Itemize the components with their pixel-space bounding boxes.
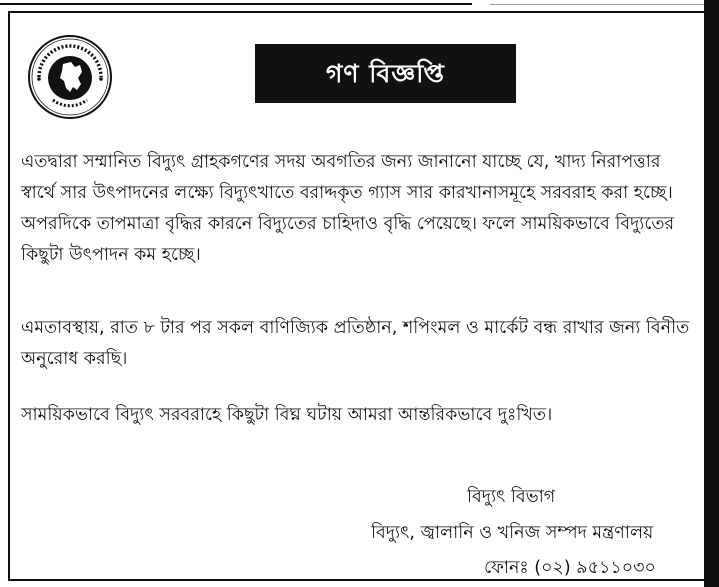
top-rule xyxy=(0,3,472,5)
signature-department: বিদ্যুৎ বিভাগ xyxy=(467,487,556,507)
signature-phone: ফোনঃ (০২) ৯৫১১০৩০ xyxy=(484,558,656,578)
frame-edge xyxy=(704,0,719,587)
notice-paragraph-2: এমতাবস্থায়, রাত ৮ টার পর সকল বাণিজ্যিক প্রতিষ্ঠান, শপিংমল ও মার্কেট বন্ধ রাখার জন্য বিনীত অনুরোধ করছি। xyxy=(21,318,690,369)
notice-title: গণ বিজ্ঞপ্তি xyxy=(255,44,516,103)
top-rule-right xyxy=(490,4,719,5)
notice-paragraph-1: এতদ্বারা সম্মানিত বিদ্যুৎ গ্রাহকগণের সদয় অবগতির জন্য জানানো যাচ্ছে যে, খাদ্য নিরাপত্তার স্বার্থে সার উৎপাদনের লক্ষ্যে বিদ্যুৎখাতে বরাদ্দকৃত গ্যাস সার কারখানাসমূহে সরবরাহ করা হচ্ছে। অপরদিকে তাপমাত্রা বৃদ্ধির কারনে বিদ্যুতের চাহিদাও বৃদ্ধি পেয়েছে। ফলে সাময়িকভাবে বিদ্যুতের কিছুটা উৎপাদন কম হচ্ছে। xyxy=(21,152,675,265)
signature-ministry: বিদ্যুৎ, জ্বালানি ও খনিজ সম্পদ মন্ত্রণালয় xyxy=(371,523,654,543)
notice-paragraph-3: সাময়িকভাবে বিদ্যুৎ সরবরাহে কিছুটা বিঘ্ন ঘটায় আমরা আন্তরিকভাবে দুঃখিত। xyxy=(21,405,553,425)
government-seal-icon xyxy=(27,34,113,120)
